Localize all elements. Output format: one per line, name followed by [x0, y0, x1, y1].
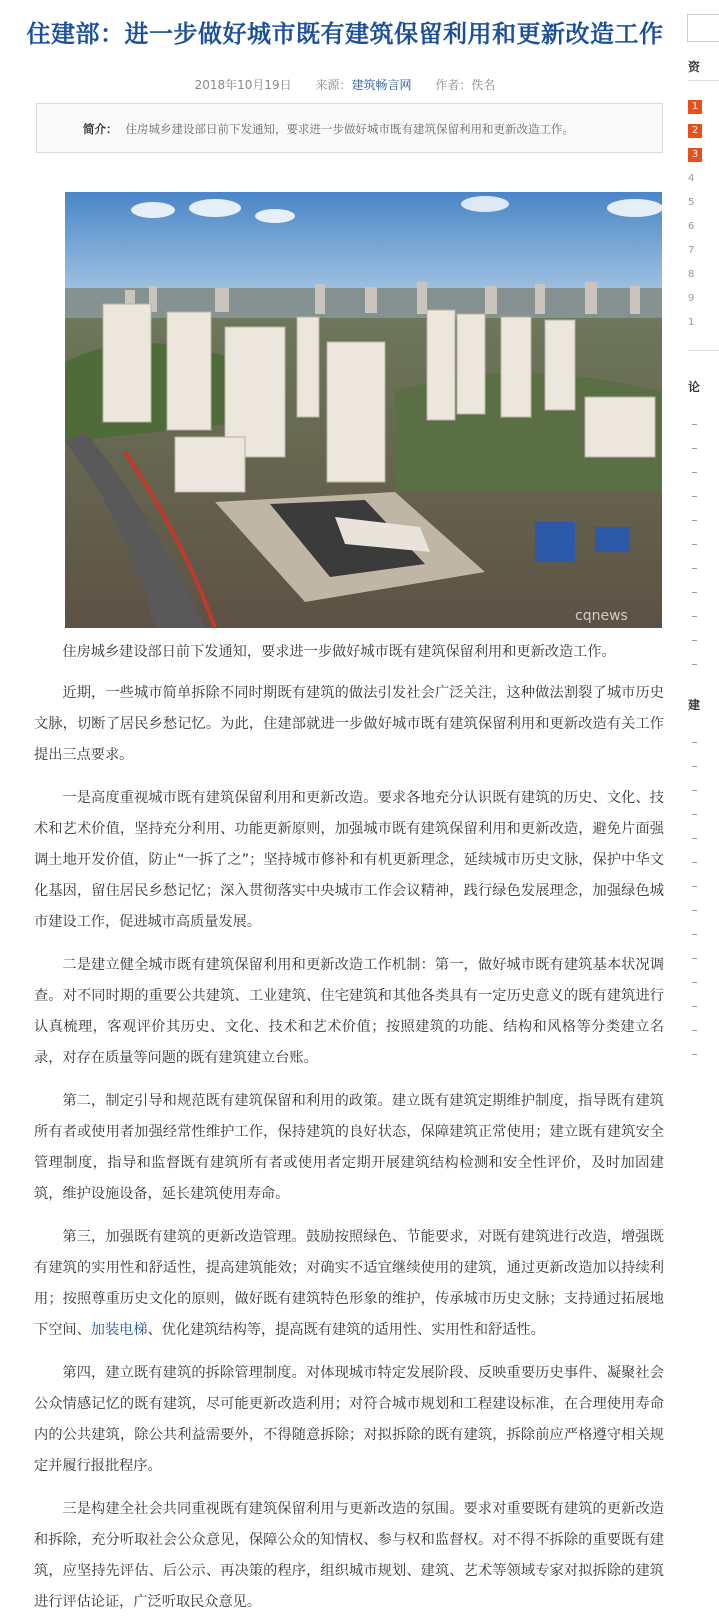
rank-item[interactable]: 2: [688, 124, 702, 138]
city-aerial-photo: [65, 192, 662, 628]
paragraph: 第四，建立既有建筑的拆除管理制度。对体现城市特定发展阶段、反映重要历史事件、凝聚社会公众情感记忆的既有建筑，尽可能更新改造利用；对符合城市规划和工程建设标准，在合理使用寿命内的公共建筑，除公共利益需要外，不得随意拆除；对拟拆除的既有建筑，拆除前应严格遵守相关规定并履行报批程序。: [34, 1365, 664, 1474]
sidebar-list-item[interactable]: [692, 910, 697, 911]
article-title: 住建部：进一步做好城市既有建筑保留利用和更新改造工作: [26, 19, 664, 48]
rank-item[interactable]: 5: [688, 197, 695, 208]
sidebar-divider: [688, 80, 719, 81]
paragraph-three-text-end: 、优化建筑结构等，提高既有建筑的适用性、实用性和舒适性。: [147, 1322, 545, 1338]
sidebar-heading-news: 资: [688, 60, 701, 74]
sidebar-list-item[interactable]: [692, 838, 697, 839]
sidebar-list-item[interactable]: [692, 886, 697, 887]
elevator-link[interactable]: 加装电梯: [90, 1322, 148, 1338]
paragraph: 住房城乡建设部日前下发通知，要求进一步做好城市既有建筑保留利用和更新改造工作。: [62, 644, 616, 660]
sidebar-list-item[interactable]: [692, 544, 697, 545]
sidebar-list-item[interactable]: [692, 592, 697, 593]
article-body: [34, 637, 664, 1623]
sidebar-list-item[interactable]: [692, 814, 697, 815]
sidebar-list-item[interactable]: [692, 448, 697, 449]
publish-date: 2018年10月19日: [194, 78, 292, 92]
article-meta: [0, 76, 690, 93]
rank-item[interactable]: 3: [688, 148, 702, 162]
author-info: 作者：佚名: [435, 78, 496, 92]
sidebar-heading-forum: 论: [688, 380, 701, 394]
paragraph: 近期，一些城市简单拆除不同时期既有建筑的做法引发社会广泛关注，这种做法割裂了城市历史文脉，切断了居民乡愁记忆。为此，住建部就进一步做好城市既有建筑保留利用和更新改造有关工作提出三点要求。: [34, 685, 664, 763]
source-info: [316, 78, 412, 92]
rank-item[interactable]: 8: [688, 269, 695, 280]
sidebar-list-item[interactable]: [692, 862, 697, 863]
sidebar-list-item[interactable]: [692, 640, 697, 641]
sidebar-list-item[interactable]: [692, 472, 697, 473]
sidebar-list-item[interactable]: [692, 568, 697, 569]
sidebar-search-box[interactable]: [687, 14, 719, 42]
paragraph: 第二，制定引导和规范既有建筑保留和利用的政策。建立既有建筑定期维护制度，指导既有建筑所有者或使用者加强经常性维护工作，保持建筑的良好状态，保障建筑正常使用；建立既有建筑安全管理制度，指导和监督既有建筑所有者或使用者定期开展建筑结构检测和安全性评价，及时加固建筑，维护设施设备，延长建筑使用寿命。: [34, 1093, 664, 1202]
paragraph-three-text: 第三，加强既有建筑的更新改造管理。鼓励按照绿色、节能要求，对既有建筑进行改造，增强既有建筑的实用性和舒适性，提高建筑能效；对确实不适宜继续使用的建筑，通过更新改造加以持续利用；按照尊重历史文化的原则，做好既有建筑特色形象的维护，传承城市历史文脉；支持通过拓展地下空间、: [34, 1229, 664, 1338]
sidebar-list-item[interactable]: [692, 934, 697, 935]
paragraph-three: [34, 1222, 664, 1346]
sidebar-list-item[interactable]: [692, 766, 697, 767]
summary-label: 简介：: [83, 122, 118, 136]
rank-item[interactable]: 1: [688, 317, 695, 328]
sidebar-list-item[interactable]: [692, 424, 697, 425]
sidebar-list-item[interactable]: [692, 1006, 697, 1007]
photo-watermark: cqnews: [575, 608, 628, 624]
paragraph: 二是建立健全城市既有建筑保留利用和更新改造工作机制：第一，做好城市既有建筑基本状况调查。对不同时期的重要公共建筑、工业建筑、住宅建筑和其他各类具有一定历史意义的既有建筑进行认真梳理，客观评价其历史、文化、技术和艺术价值；按照建筑的功能、结构和风格等分类建立名录，对存在质量等问题的既有建筑建立台账。: [34, 957, 664, 1066]
paragraph: 三是构建全社会共同重视既有建筑保留利用与更新改造的氛围。要求对重要既有建筑的更新改造和拆除，充分听取社会公众意见，保障公众的知情权、参与权和监督权。对不得不拆除的重要既有建筑，应坚持先评估、后公示、再决策的程序，组织城市规划、建筑、艺术等领域专家对拟拆除的建筑进行评估论证，广泛听取民众意见。: [34, 1501, 664, 1610]
rank-item[interactable]: 7: [688, 245, 695, 256]
sidebar-list-item[interactable]: [692, 664, 697, 665]
sidebar-divider: [688, 350, 719, 351]
sidebar-list-item[interactable]: [692, 742, 697, 743]
summary-box: [36, 103, 663, 153]
sidebar-list-item[interactable]: [692, 1030, 697, 1031]
sidebar-list-item[interactable]: [692, 958, 697, 959]
sidebar-list-item[interactable]: [692, 790, 697, 791]
sidebar-list-item[interactable]: [692, 496, 697, 497]
article-photo: [65, 192, 662, 628]
paragraph: 一是高度重视城市既有建筑保留利用和更新改造。要求各地充分认识既有建筑的历史、文化、技术和艺术价值，坚持充分利用、功能更新原则，加强城市既有建筑保留利用和更新改造，避免片面强调土地开发价值，防止“一拆了之”；坚持城市修补和有机更新理念，延续城市历史文脉，保护中华文化基因，留住居民乡愁记忆；深入贯彻落实中央城市工作会议精神，践行绿色发展理念，加强绿色城市建设工作，促进城市高质量发展。: [34, 790, 664, 930]
summary-text: 住房城乡建设部日前下发通知，要求进一步做好城市既有建筑保留利用和更新改造工作。: [125, 122, 574, 136]
sidebar-heading-build: 建: [688, 698, 701, 712]
source-label: 来源：: [315, 78, 352, 92]
rank-item[interactable]: 4: [688, 173, 695, 184]
sidebar-list-item[interactable]: [692, 616, 697, 617]
rank-item[interactable]: 1: [688, 100, 702, 114]
source-link[interactable]: 建筑畅言网: [351, 78, 412, 92]
rank-item[interactable]: 9: [688, 293, 695, 304]
sidebar-list-item[interactable]: [692, 982, 697, 983]
rank-item[interactable]: 6: [688, 221, 695, 232]
sidebar-list-item[interactable]: [692, 1054, 697, 1055]
sidebar-list-item[interactable]: [692, 520, 697, 521]
